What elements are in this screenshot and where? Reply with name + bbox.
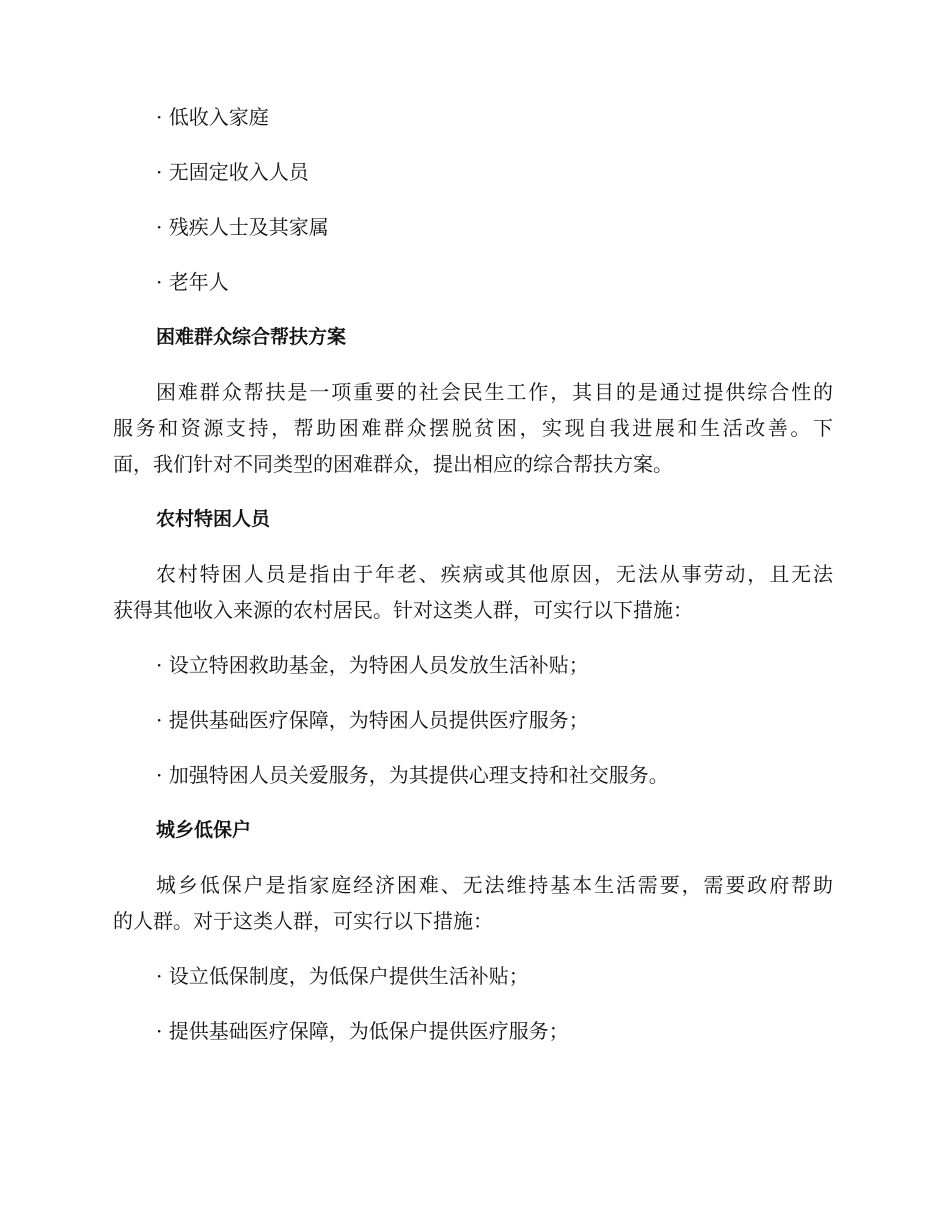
document-page <box>113 104 833 1073</box>
list-item: · 设立特困救助基金，为特困人员发放生活补贴； <box>156 653 589 677</box>
paragraph-line: 面，我们针对不同类型的困难群众，提出相应的综合帮扶方案。 <box>113 452 673 476</box>
list-item: · 低收入家庭 <box>156 105 269 129</box>
intro-bullet-list <box>113 104 833 295</box>
paragraph-comprehensive-plan <box>113 374 833 482</box>
list-item: · 设立低保制度，为低保户提供生活补贴； <box>156 964 529 988</box>
paragraph-line: 农村特困人员是指由于年老、疾病或其他原因，无法从事劳动，且无法 <box>156 562 833 586</box>
rural-measures-list <box>113 652 833 788</box>
paragraph-line: 服务和资源支持，帮助困难群众摆脱贫困，实现自我进展和生活改善。下 <box>113 416 833 440</box>
section-heading-comprehensive-plan: 困难群众综合帮扶方案 <box>156 326 347 348</box>
paragraph-minimum-living-allowance <box>113 867 833 939</box>
paragraph-line: 困难群众帮扶是一项重要的社会民生工作，其目的是通过提供综合性的 <box>156 380 833 404</box>
paragraph-line: 获得其他收入来源的农村居民。针对这类人群，可实行以下措施： <box>113 598 693 622</box>
paragraph-rural-special-hardship <box>113 556 833 628</box>
paragraph-line: 的人群。对于这类人群，可实行以下措施： <box>113 909 493 933</box>
paragraph-line: 城乡低保户是指家庭经济困难、无法维持基本生活需要，需要政府帮助 <box>156 873 833 897</box>
list-item: · 无固定收入人员 <box>156 160 309 184</box>
list-item: · 残疾人士及其家属 <box>156 215 329 239</box>
section-heading-minimum-living-allowance: 城乡低保户 <box>156 819 252 841</box>
allowance-measures-list <box>113 963 833 1044</box>
section-heading-rural-special-hardship: 农村特困人员 <box>156 508 271 530</box>
list-item: · 加强特困人员关爱服务，为其提供心理支持和社交服务。 <box>156 763 669 787</box>
list-item: · 提供基础医疗保障，为特困人员提供医疗服务； <box>156 708 589 732</box>
list-item: · 老年人 <box>156 270 229 294</box>
list-item: · 提供基础医疗保障，为低保户提供医疗服务； <box>156 1019 569 1043</box>
